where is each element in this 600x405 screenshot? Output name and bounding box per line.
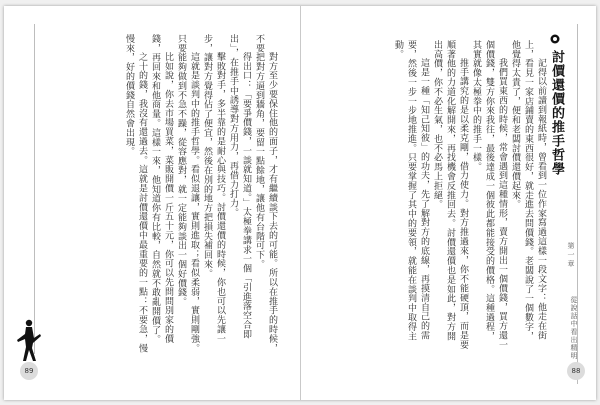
page-number: 89	[20, 362, 38, 380]
page-rule	[34, 24, 35, 354]
book-spread	[4, 6, 596, 400]
right-page-body	[321, 40, 547, 350]
chapter-tab: 第一章	[567, 242, 575, 269]
left-page	[4, 6, 300, 400]
martial-artist-silhouette-icon	[16, 318, 42, 362]
right-page	[301, 6, 597, 400]
page-number: 88	[567, 362, 585, 380]
paragraph: 這是一種「知己知彼」的功夫，先了解對方的底線，再摸清自己的需要，然後一步一步地推進。只要掌握了其中的要領，就能在談判中取得主動。	[393, 40, 429, 341]
paragraph: 對方至少要保住他的面子，才有繼續談下去的可能。所以在推手的時候，不要把對方逼到牆角，要留一點餘地，讓他有台階可下。	[254, 34, 277, 353]
paragraph: 擊敗對手，多半靠的是耐心與技巧。討價還價的時候，你也可以先讓一步，讓對方覺得佔了便宜，然後在別的地方把損失補回來。	[202, 34, 225, 344]
running-head: 從說話中看出精明	[570, 296, 578, 360]
paragraph: 比如說，你去市場買菜，菜販開價一斤五十元，你可以先問問別家的價錢，再回來和他商量。這樣一來，他知道你有比較，自然就不敢亂開價了。	[150, 34, 173, 345]
section-bullet-icon	[550, 34, 560, 44]
paragraph: 得出口：「要爭價錢，一談就知道。」太極拳講求一個「引進落空合即出」，在推手中誘導對方用力，再借力打力。	[228, 34, 251, 339]
paragraph: 這就是談判中的推手哲學。看似退讓，實則進取；看似柔弱，實則剛強。只要能夠做到不急不躁，從容應對，就一定能夠談出一個好價錢。	[176, 34, 199, 353]
paragraph: 之十的錢，我沒有還過去。這就是討價還價中最重要的一點：不要急，慢慢來，好的價錢自然會出現。	[124, 34, 147, 353]
section-heading: 討價還價的推手哲學	[549, 50, 564, 176]
paragraph: 記得以前讀到報紙時，曾看到一位作家寫過這樣一段文字：他走在街上，看見一家店鋪賣的東西很好，就走進去問價錢。老闆說了一個數字，他覺得太貴了，便和老闆討價還價起來。	[510, 40, 546, 341]
paragraph: 推手講究的是以柔克剛，借力使力。對方推過來，你不能硬頂，而是要順著他的力道化解開來，再找機會反推回去。討價還價也是如此，對方開出高價，你不必生氣，也不必馬上拒絕。	[432, 40, 468, 350]
left-page-body	[68, 34, 278, 354]
paragraph: 我們買東西的時候，常會遇到這種情形，賣方開出一個價錢，買方還一個價錢，雙方你來我往，最後達成一個彼此都能接受的價格。這種過程，其實就像太極拳中的推手一樣。	[471, 40, 507, 350]
